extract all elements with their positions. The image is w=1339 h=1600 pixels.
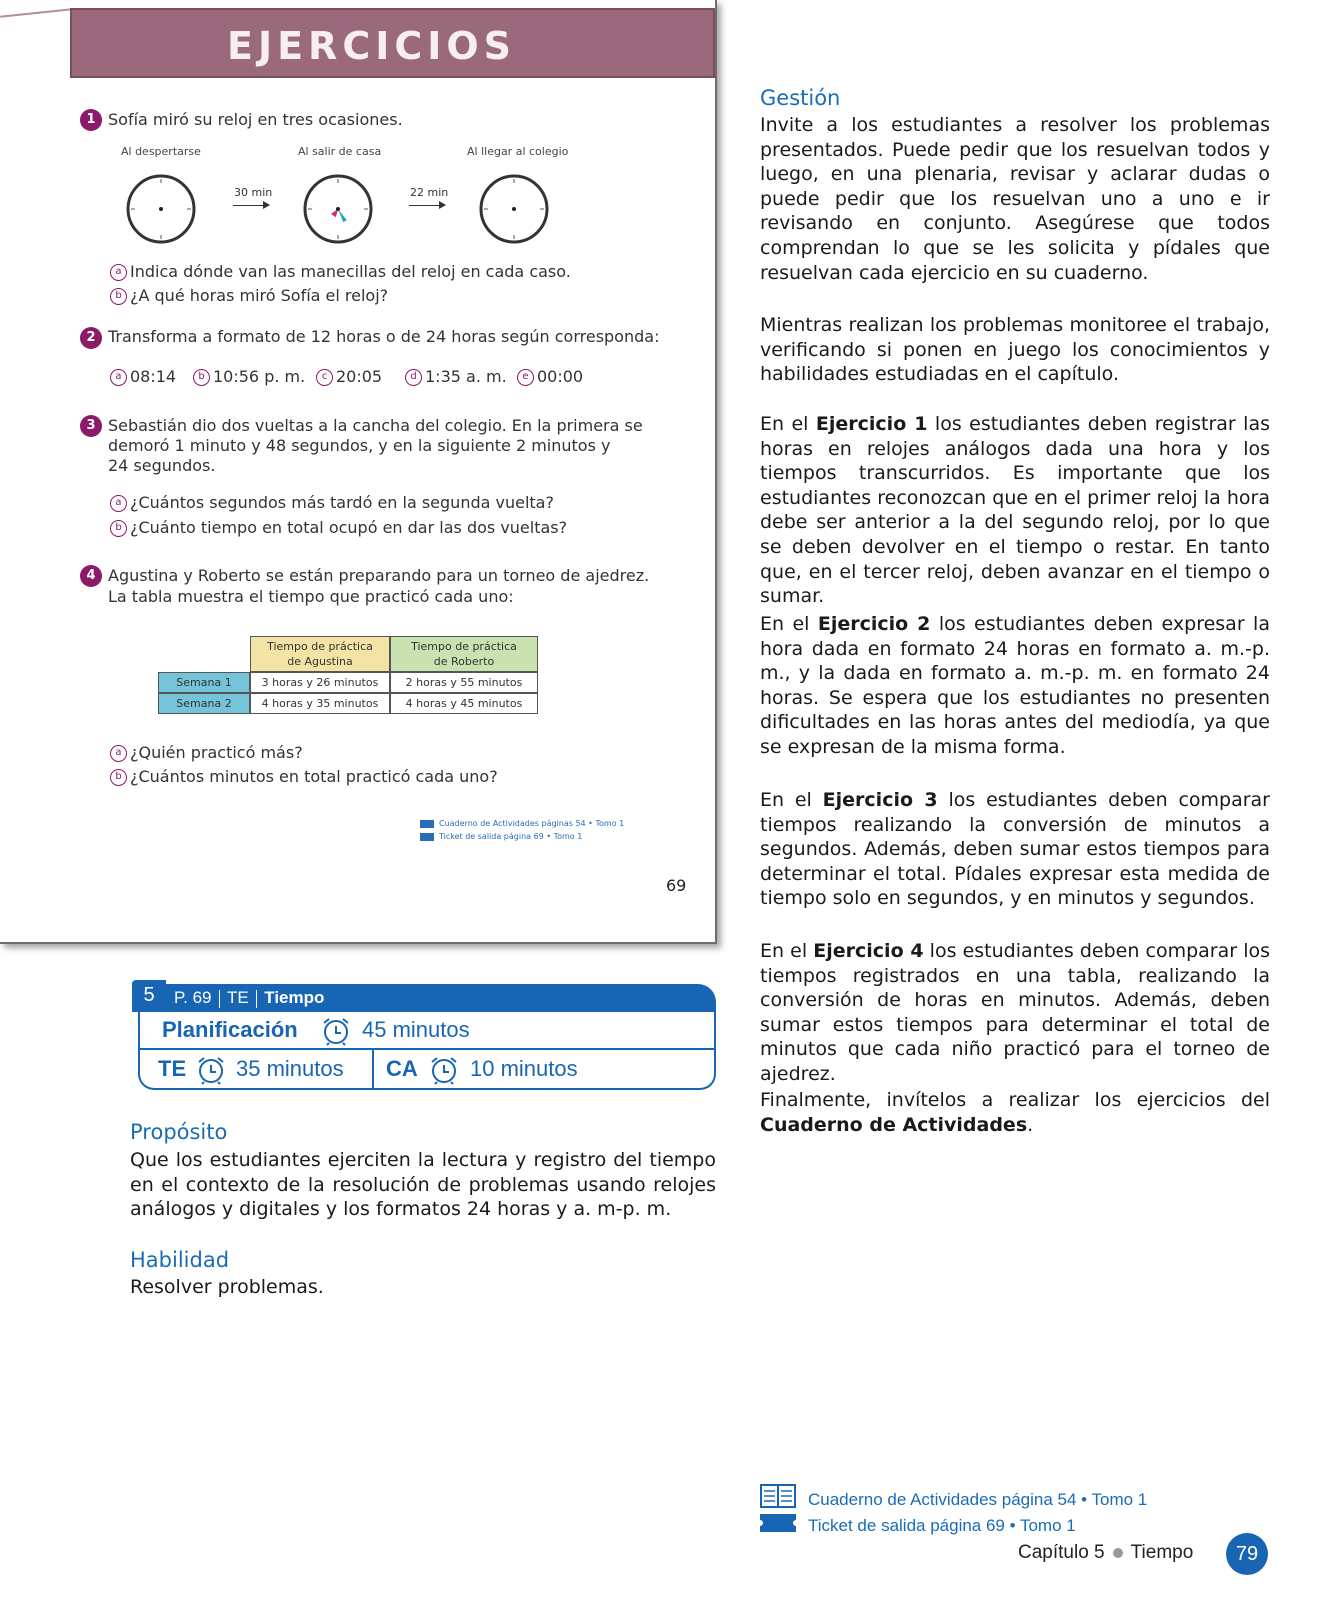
notebook-icon xyxy=(420,820,434,828)
letter-a-icon: a xyxy=(110,745,127,762)
plan-header xyxy=(166,984,716,1012)
row-label: Semana 2 xyxy=(158,693,250,714)
row-label: Semana 1 xyxy=(158,672,250,693)
student-ref-1-text: Cuaderno de Actividades páginas 54 • Tomo 1 xyxy=(439,819,625,828)
exercise-3-line-2: demoró 1 minuto y 48 segundos, y en la siguiente 2 minutos y xyxy=(108,436,611,455)
arrow-right-icon xyxy=(233,205,269,206)
student-ref-1 xyxy=(420,819,624,828)
ca-label: CA xyxy=(386,1056,418,1081)
letter-b-icon: b xyxy=(110,520,127,537)
exercise-3-sub-b-text: ¿Cuánto tiempo en total ocupó en dar las dos vueltas? xyxy=(130,518,568,537)
banner-title: EJERCICIOS xyxy=(227,24,517,68)
exercise-2-value-c: 20:05 xyxy=(336,367,383,386)
exercise-1-sub-a-text: Indica dónde van las manecillas del reloj en cada caso. xyxy=(130,262,571,281)
p7-bold: Cuaderno de Actividades xyxy=(760,1113,1028,1136)
gestion-paragraph-7 xyxy=(760,1088,1270,1137)
footer-ref-2: Ticket de salida página 69 • Tomo 1 xyxy=(808,1516,1076,1535)
exercise-1-number: 1 xyxy=(80,109,102,131)
alarm-clock-icon xyxy=(195,1055,227,1085)
exercise-4-sub-a xyxy=(110,743,303,762)
p3-pre: En el xyxy=(760,413,816,435)
p4-pre: En el xyxy=(760,613,818,635)
ticket-icon xyxy=(420,833,434,841)
p3-post: los estudiantes deben registrar las horas en relojes análogos dada una hora y los tiempos transcurridos. Es importante que los estudiantes reconozcan que en el primer reloj la hora debe ser anterior a la del segundo reloj, por lo que se deben devolver en el tiempo o restar. En tanto que, en el tercer reloj, deben avanzar en el tiempo o sumar. xyxy=(760,413,1270,608)
p3-bold: Ejercicio 1 xyxy=(815,413,928,435)
clock-icon-arrive xyxy=(478,173,550,245)
clock-icon-leave xyxy=(302,173,374,245)
header-agustina-line-2: de Agustina xyxy=(287,655,353,668)
footer-topic: Tiempo xyxy=(1130,1542,1194,1563)
header-agustina-line-1: Tiempo de práctica xyxy=(267,640,373,653)
clock-label-1: Al despertarse xyxy=(121,145,201,158)
exercise-2-number: 2 xyxy=(80,327,102,349)
p4-post: los estudiantes deben expresar la hora dada en formato 24 horas en formato a. m.-p. m., y la dada en formato a. m.-p. m. en formato 24 horas. Se espera que los estudiantes no presenten dificultades en las horas antes del mediodía, ya que se expresan de la misma forma. xyxy=(760,613,1270,758)
letter-b-icon: b xyxy=(110,769,127,786)
divider xyxy=(256,990,258,1008)
exercise-2-value-e: 00:00 xyxy=(537,367,584,386)
clock-label-3: Al llegar al colegio xyxy=(467,145,569,158)
exercise-3-sub-a-text: ¿Cuántos segundos más tardó en la segunda vuelta? xyxy=(130,493,554,512)
ticket-icon xyxy=(760,1514,796,1532)
clock-icon-wake xyxy=(125,173,197,245)
student-ref-2-text: Ticket de salida página 69 • Tomo 1 xyxy=(439,832,583,841)
p4-bold: Ejercicio 2 xyxy=(817,613,931,635)
p5-bold: Ejercicio 3 xyxy=(822,789,938,811)
plan-label: Planificación xyxy=(162,1017,298,1042)
footer-chapter-label: Capítulo 5 xyxy=(1018,1542,1105,1563)
exercise-2-item-b xyxy=(193,367,305,386)
alarm-clock-icon xyxy=(320,1016,352,1046)
interval-label-1: 30 min xyxy=(234,186,273,199)
te-label: TE xyxy=(158,1056,187,1081)
footer-ref-1: Cuaderno de Actividades página 54 • Tomo 1 xyxy=(808,1490,1148,1509)
p6-pre: En el xyxy=(760,940,814,962)
proposito-heading: Propósito xyxy=(130,1120,228,1144)
gestion-paragraph-2: Mientras realizan los problemas monitoree el trabajo, verificando si ponen en juego los conocimientos y habilidades estudiadas en el capítulo. xyxy=(760,314,1270,386)
exercise-3-line-1: Sebastián dio dos vueltas a la cancha del colegio. En la primera se xyxy=(108,416,643,435)
divider xyxy=(140,1048,714,1050)
exercise-2-value-b: 10:56 p. m. xyxy=(213,367,306,386)
plan-body xyxy=(138,1012,716,1090)
planning-box xyxy=(128,980,716,1090)
exercise-3-sub-a xyxy=(110,493,554,512)
table-cell: 4 horas y 35 minutos xyxy=(250,693,390,714)
p6-bold: Ejercicio 4 xyxy=(813,940,924,962)
dot-icon xyxy=(1113,1548,1123,1558)
exercise-3-number: 3 xyxy=(80,415,102,437)
student-page-number: 69 xyxy=(666,876,687,895)
p7-post: . xyxy=(1027,1113,1034,1136)
ribbon-left xyxy=(0,8,72,18)
p5-post: los estudiantes deben comparar tiempos realizando la conversión de minutos a segundos. Además, deben sumar estos tiempos para determinar el total. Pídales expresar esta medida de tiempo solo en segundos, y en minutos y segundos. xyxy=(760,789,1270,910)
table-cell: 4 horas y 45 minutos xyxy=(390,693,538,714)
header-roberto-line-1: Tiempo de práctica xyxy=(411,640,517,653)
gestion-paragraph-6 xyxy=(760,939,1270,1087)
p6-post: los estudiantes deben comparar los tiempos registrados en una tabla, realizando la conversión de horas en minutos. Además, deben sumar estos tiempos para determinar el total de minutos que cada niño practicó para el torneo de ajedrez. xyxy=(760,940,1270,1085)
plan-time: 45 minutos xyxy=(362,1017,470,1042)
exercise-4-sub-a-text: ¿Quién practicó más? xyxy=(130,743,303,762)
divider xyxy=(219,990,221,1008)
page-number: 79 xyxy=(1226,1533,1268,1575)
notebook-icon xyxy=(760,1484,796,1508)
exercise-3-sub-b xyxy=(110,518,567,537)
plan-page-ref: P. 69 xyxy=(174,988,212,1007)
plan-lesson-number: 5 xyxy=(132,980,166,1012)
letter-d-icon: d xyxy=(405,369,422,386)
gestion-paragraph-3 xyxy=(760,412,1270,609)
table-row xyxy=(158,672,538,693)
exercise-1-sub-a xyxy=(110,262,571,281)
header-roberto xyxy=(390,636,538,672)
table-row xyxy=(158,693,538,714)
header-agustina xyxy=(250,636,390,672)
gestion-paragraph-4 xyxy=(760,612,1270,760)
habilidad-heading: Habilidad xyxy=(130,1248,230,1272)
letter-a-icon: a xyxy=(110,369,127,386)
exercise-4-line-2: La tabla muestra el tiempo que practicó cada uno: xyxy=(108,587,514,606)
proposito-text: Que los estudiantes ejerciten la lectura y registro del tiempo en el contexto de la resolución de problemas usando relojes análogos y digitales y los formatos 24 horas y a. m-p. m. xyxy=(130,1149,716,1221)
divider xyxy=(372,1049,374,1088)
clock-label-2: Al salir de casa xyxy=(298,145,382,158)
table-cell: 3 horas y 26 minutos xyxy=(250,672,390,693)
letter-a-icon: a xyxy=(110,264,127,281)
exercise-2-item-e xyxy=(517,367,583,386)
table-header-row xyxy=(158,636,538,672)
p7-pre: Finalmente, invítelos a realizar los ejercicios del xyxy=(760,1089,1270,1111)
exercises-banner xyxy=(70,8,715,78)
table-corner xyxy=(158,636,250,672)
plan-topic: Tiempo xyxy=(264,988,325,1007)
letter-c-icon: c xyxy=(316,369,333,386)
alarm-clock-icon xyxy=(428,1055,460,1085)
exercise-2-question: Transforma a formato de 12 horas o de 24 horas según corresponda: xyxy=(108,327,660,346)
table-cell: 2 horas y 55 minutos xyxy=(390,672,538,693)
gestion-paragraph-5 xyxy=(760,788,1270,911)
header-roberto-line-2: de Roberto xyxy=(433,655,495,668)
exercise-3-line-3: 24 segundos. xyxy=(108,456,216,475)
exercise-1-sub-b-text: ¿A qué horas miró Sofía el reloj? xyxy=(130,286,389,305)
exercise-1-question: Sofía miró su reloj en tres ocasiones. xyxy=(108,110,403,129)
plan-te: TE xyxy=(227,988,249,1007)
practice-time-table xyxy=(158,636,538,714)
exercise-2-item-a xyxy=(110,367,176,386)
exercise-4-sub-b xyxy=(110,767,498,786)
exercise-2-item-c xyxy=(316,367,382,386)
letter-e-icon: e xyxy=(517,369,534,386)
interval-label-2: 22 min xyxy=(410,186,449,199)
letter-a-icon: a xyxy=(110,495,127,512)
p5-pre: En el xyxy=(760,789,823,811)
exercise-1-sub-b xyxy=(110,286,388,305)
exercise-4-line-1: Agustina y Roberto se están preparando para un torneo de ajedrez. xyxy=(108,566,650,585)
student-ref-2 xyxy=(420,832,582,841)
te-time: 35 minutos xyxy=(236,1056,344,1081)
exercise-4-number: 4 xyxy=(80,565,102,587)
letter-b-icon: b xyxy=(110,288,127,305)
student-page-thumbnail xyxy=(0,0,717,944)
exercise-4-sub-b-text: ¿Cuántos minutos en total practicó cada uno? xyxy=(130,767,498,786)
letter-b-icon: b xyxy=(193,369,210,386)
gestion-paragraph-1: Invite a los estudiantes a resolver los problemas presentados. Puede pedir que los resuelvan todos y luego, en una plenaria, revisar y aclarar dudas o puede pedir que los resuelvan uno a uno e ir revisando en conjunto. Asegúrese que todos comprendan lo que se les solicita y pídales que resuelvan cada ejercicio en su cuaderno. xyxy=(760,114,1270,284)
arrow-right-icon xyxy=(409,205,445,206)
habilidad-text: Resolver problemas. xyxy=(130,1276,324,1298)
gestion-heading: Gestión xyxy=(760,86,841,110)
exercise-2-value-a: 08:14 xyxy=(130,367,177,386)
ca-time: 10 minutos xyxy=(470,1056,578,1081)
exercise-2-value-d: 1:35 a. m. xyxy=(425,367,507,386)
footer-chapter xyxy=(1018,1542,1193,1564)
exercise-2-item-d xyxy=(405,367,507,386)
